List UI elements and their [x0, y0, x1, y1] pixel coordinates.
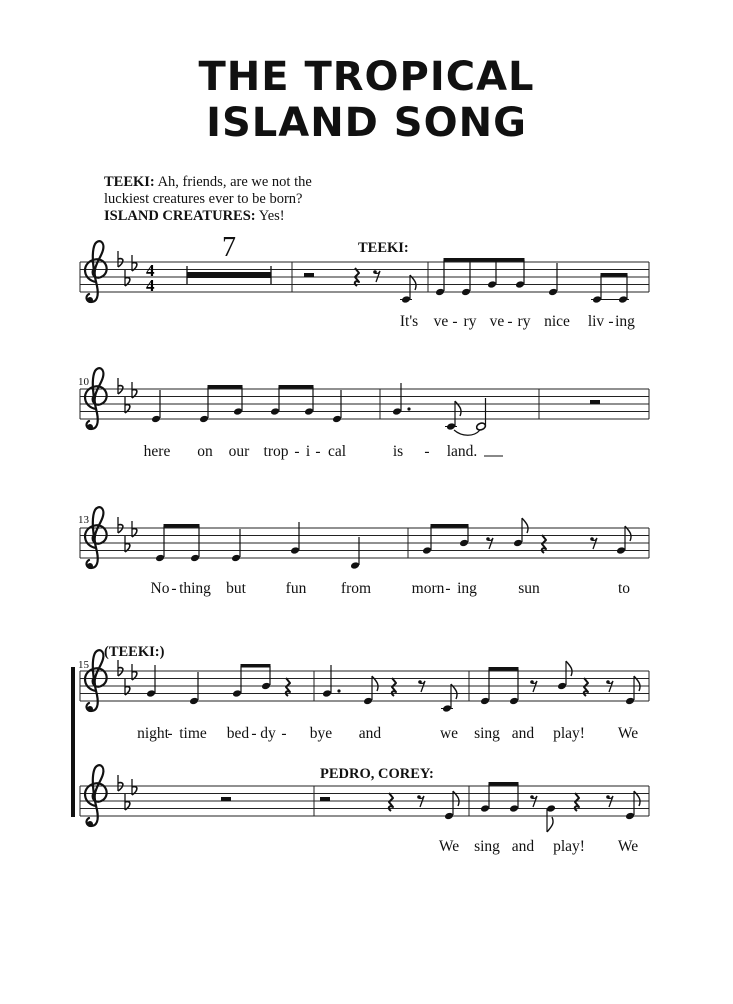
note-eighth: [445, 401, 461, 431]
treble-clef-icon: [85, 507, 107, 569]
lyric-syllable: ve: [433, 313, 449, 330]
flat-icon: [125, 270, 130, 286]
time-signature-bottom: 4: [146, 276, 155, 295]
treble-clef-icon: [85, 368, 107, 430]
lyric-syllable: sing: [474, 725, 500, 742]
tie: [454, 430, 480, 435]
lyric-hyphen: -: [294, 443, 300, 460]
lyric-syllable: sun: [518, 580, 540, 597]
measure-number-13: 13: [78, 514, 89, 526]
speaker-teeki: TEEKI:: [104, 174, 155, 190]
lyric-syllable: and: [358, 725, 382, 742]
lyric-hyphen: -: [445, 580, 451, 597]
note-eighth: [441, 684, 457, 713]
lyric-syllable: but: [226, 580, 246, 597]
flat-icon: [118, 251, 123, 267]
multirest-bar: [187, 272, 271, 278]
lyric-syllable: bye: [309, 725, 333, 742]
note-quarter: [548, 263, 558, 296]
note-half: [476, 398, 487, 431]
flat-icon: [132, 521, 137, 537]
half-rest: [304, 273, 314, 277]
lyric-syllable: morn: [411, 580, 445, 597]
multirest-count: 7: [222, 232, 236, 263]
lyric-syllable: ry: [517, 313, 531, 330]
lyric-hyphen: -: [608, 313, 614, 330]
flat-icon: [125, 794, 130, 810]
lyric-syllable: is: [392, 443, 404, 460]
lyric-syllable: liv: [587, 313, 605, 330]
flat-icon: [132, 664, 137, 680]
lyric-syllable: cal: [327, 443, 347, 460]
lyric-syllable: ve: [489, 313, 505, 330]
eighth-rest: [373, 270, 380, 282]
lyric-syllable: here: [143, 443, 171, 460]
lyric-syllable: time: [179, 725, 207, 742]
lyric-hyphen: -: [251, 725, 257, 742]
flat-icon: [118, 775, 123, 791]
lyric-syllable: and: [511, 725, 535, 742]
lyric-syllable: It's: [399, 313, 419, 330]
teeki-line-2: luckiest creatures ever to be born?: [104, 191, 303, 207]
lyric-syllable: play!: [553, 838, 585, 855]
flat-icon: [118, 378, 123, 394]
lyric-syllable: land.: [446, 443, 478, 460]
flat-icon: [125, 536, 130, 552]
lyric-syllable: play!: [553, 725, 585, 742]
note-quarter: [350, 537, 360, 570]
flat-icon: [118, 660, 123, 676]
lyric-syllable: We: [438, 838, 460, 855]
note-eighth: [400, 275, 416, 304]
lyric-syllable: from: [340, 580, 372, 597]
lyric-syllable: bed: [226, 725, 250, 742]
lyric-hyphen: -: [167, 725, 173, 742]
note-quarter: [231, 529, 241, 562]
lyric-syllable: ry: [463, 313, 477, 330]
creatures-reply: Yes!: [255, 208, 285, 224]
lyric-syllable: our: [228, 443, 250, 460]
staff-system-3: [80, 507, 649, 570]
treble-clef-icon: [85, 650, 107, 712]
treble-clef-icon: [85, 765, 107, 827]
flat-icon: [132, 255, 137, 271]
note-quarter: [151, 390, 161, 423]
teeki-line-1: Ah, friends, are we not the: [154, 174, 312, 190]
beamed-notes: [232, 664, 271, 698]
lyric-hyphen: -: [315, 443, 321, 460]
note-dotted-quarter: [322, 665, 341, 698]
note-quarter: [189, 672, 199, 705]
cue-pedro-corey: PEDRO, COREY:: [320, 766, 434, 782]
song-title-line-1: THE TROPICAL: [198, 54, 535, 100]
lyric-syllable: ing: [615, 313, 635, 330]
lyric-syllable: No: [150, 580, 170, 597]
note-quarter: [290, 522, 300, 555]
measure-number-15: 15: [78, 659, 89, 671]
lyric-hyphen: -: [507, 313, 513, 330]
lyric-syllable: We: [617, 838, 639, 855]
lyric-syllable: trop: [263, 443, 289, 460]
lyric-syllable: i: [305, 443, 311, 460]
note-quarter: [146, 665, 156, 698]
lyric-syllable: we: [439, 725, 459, 742]
flat-icon: [125, 679, 130, 695]
note-eighth: [546, 804, 556, 832]
lyric-syllable: sing: [474, 838, 500, 855]
staff-system-4: [71, 650, 649, 832]
time-signature-top: 4: [146, 261, 155, 280]
measure-number-10: 10: [78, 376, 89, 388]
lyric-syllable: night: [137, 725, 169, 742]
lyric-hyphen: -: [424, 443, 430, 460]
whole-rest: [221, 797, 231, 801]
lyric-syllable: nice: [544, 313, 570, 330]
speaker-island-creatures: ISLAND CREATURES:: [104, 208, 256, 224]
cue-teeki: TEEKI:: [358, 240, 409, 256]
lyric-hyphen: -: [281, 725, 287, 742]
note-quarter: [332, 390, 342, 423]
note-dotted-quarter: [392, 383, 411, 416]
lyric-syllable: on: [197, 443, 213, 460]
flat-icon: [118, 517, 123, 533]
staff-system-2: [80, 368, 649, 456]
lyric-syllable: thing: [179, 580, 211, 597]
half-rest: [320, 797, 330, 801]
lyric-syllable: fun: [285, 580, 307, 597]
whole-rest: [590, 400, 600, 404]
lyric-syllable: We: [617, 725, 639, 742]
flat-icon: [132, 779, 137, 795]
staff-system-1: [80, 241, 649, 304]
treble-clef-icon: [85, 241, 107, 303]
cue-teeki-repeat: (TEEKI:): [104, 644, 165, 660]
system-bracket: [71, 667, 75, 817]
beamed-notes: [591, 273, 629, 304]
lyric-hyphen: -: [171, 580, 177, 597]
lyric-syllable: dy: [260, 725, 276, 742]
flat-icon: [132, 382, 137, 398]
flat-icon: [125, 397, 130, 413]
song-title-line-2: ISLAND SONG: [206, 100, 527, 146]
lyric-syllable: ing: [457, 580, 477, 597]
lyric-syllable: and: [511, 838, 535, 855]
lyric-hyphen: -: [452, 313, 458, 330]
lyric-syllable: to: [617, 580, 631, 597]
